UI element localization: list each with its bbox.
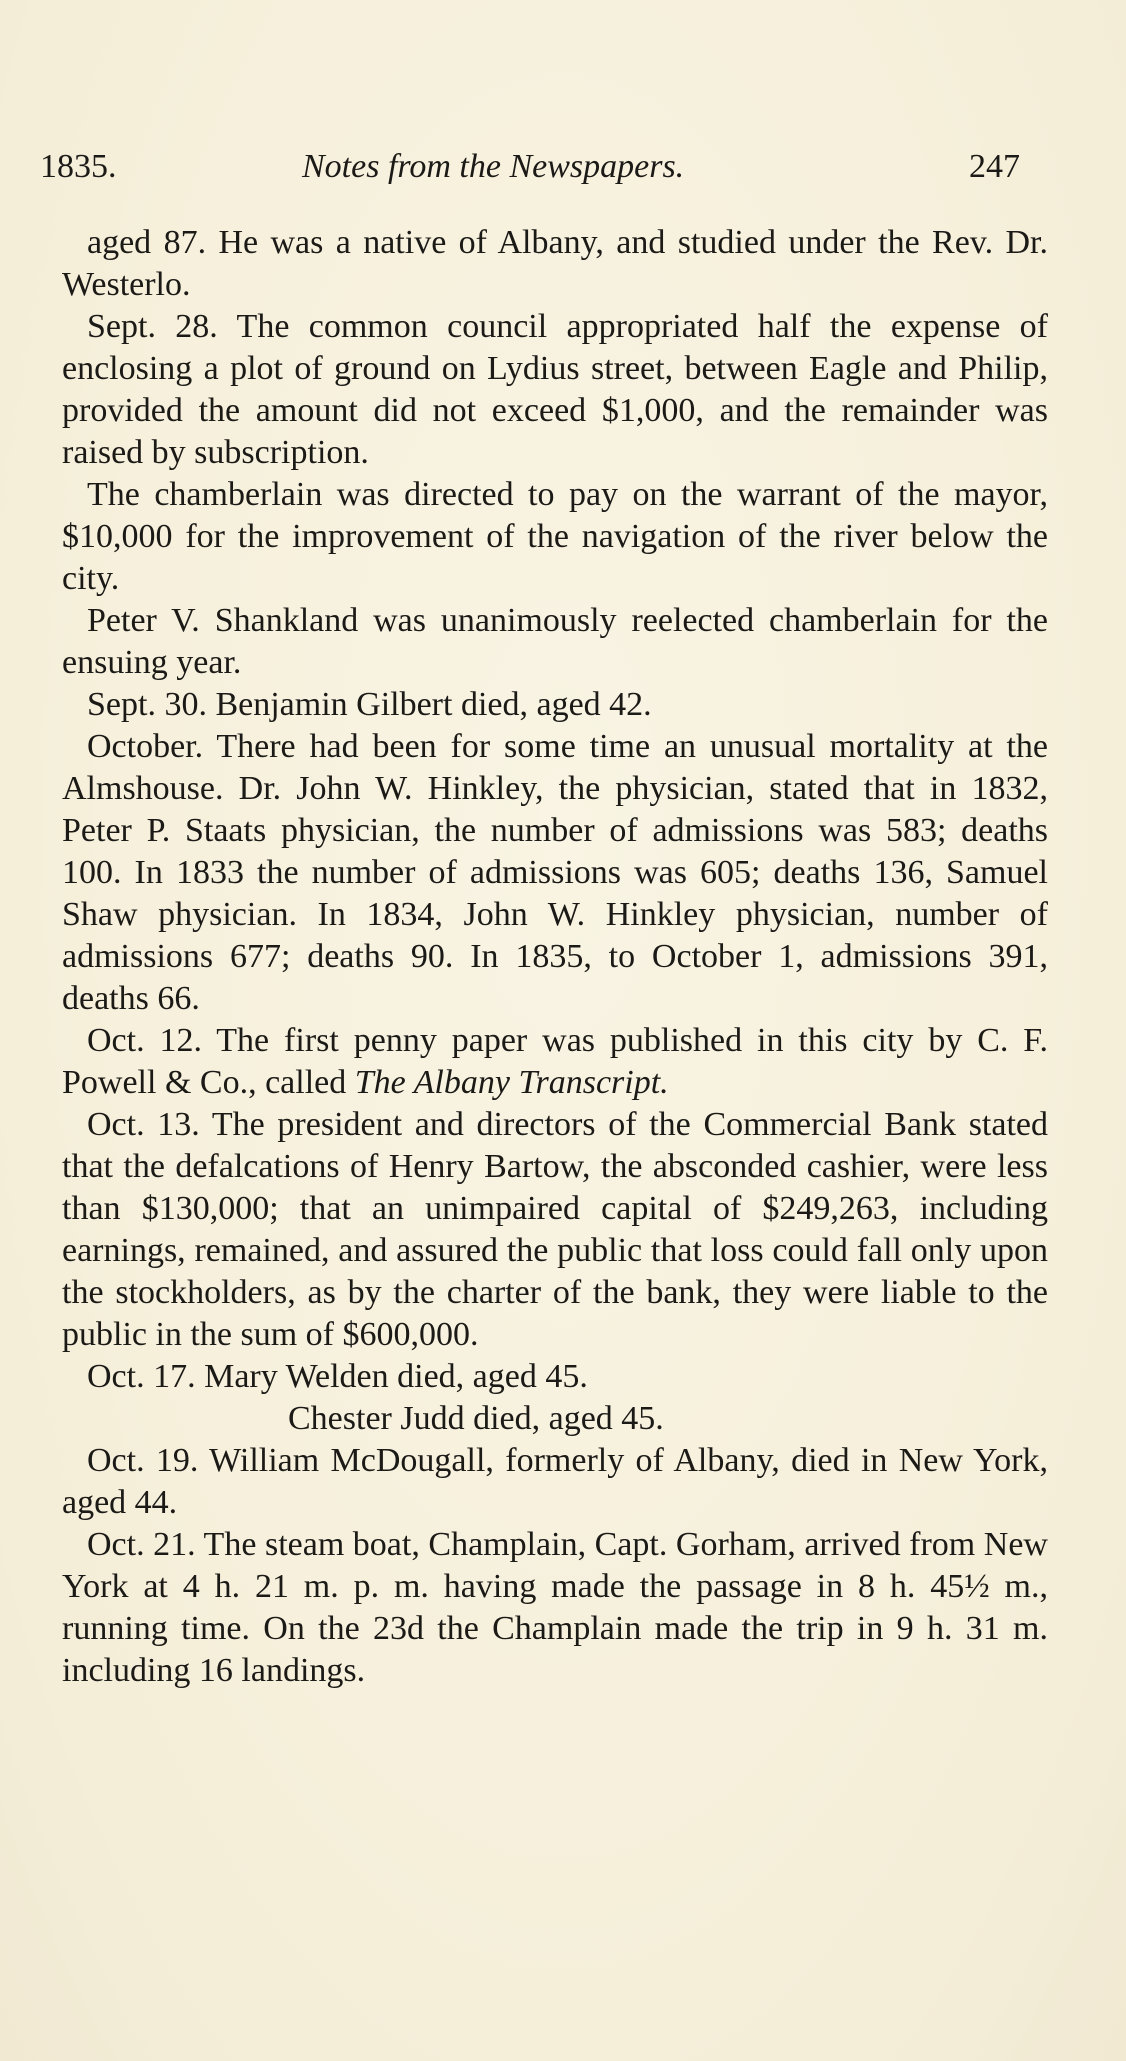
paragraph-sept-30: Sept. 30. Benjamin Gilbert died, aged 42. bbox=[87, 686, 652, 723]
paragraph-shankland: Peter V. Shankland was unanimously reelected chamberlain for the ensuing year. bbox=[62, 602, 1048, 681]
paragraph-october-almshouse: October. There had been for some time an unusual mortality at the Almshouse. Dr. John W. Hinkley, the physician, stated that in 1832, Peter P. Staats physician, the number of admissions was 583; deaths 100. In 1833 the number of admissions was 605; deaths 136, Samuel Shaw physician. In 1834, John W. Hinkley physician, number of admissions 677; deaths 90. In 1835, to October 1, admissions 391, deaths 66. bbox=[62, 728, 1048, 1017]
paragraph-oct-19: Oct. 19. William McDougall, formerly of Albany, died in New York, aged 44. bbox=[62, 1442, 1048, 1521]
header-year: 1835. bbox=[40, 148, 117, 185]
newspaper-title: The Albany Transcript. bbox=[354, 1064, 669, 1101]
paragraph-continuation: aged 87. He was a native of Albany, and studied under the Rev. Dr. Westerlo. bbox=[62, 224, 1048, 303]
running-header bbox=[40, 148, 1020, 198]
paragraph-oct-13: Oct. 13. The president and directors of the Commercial Bank stated that the defalcations of Henry Bartow, the absconded cashier, were less than $130,000; that an unimpaired capital of $249,263, including earnings, remained, and assured the public that loss could fall only upon the stockholders, as by the charter of the bank, they were liable to the public in the sum of $600,000. bbox=[62, 1106, 1048, 1353]
paragraph-chester-judd: Chester Judd died, aged 45. bbox=[288, 1400, 664, 1437]
paragraph-sept-28: Sept. 28. The common council appropriated half the expense of enclosing a plot of ground on Lydius street, between Eagle and Philip, provided the amount did not exceed $1,000, and the remainder was raised by subscription. bbox=[62, 308, 1048, 471]
paragraph-oct-12 bbox=[62, 1020, 1048, 1104]
paragraph-chamberlain-warrant: The chamberlain was directed to pay on the warrant of the mayor, $10,000 for the improvement of the navigation of the river below the city. bbox=[62, 476, 1048, 597]
oct-12-text: Oct. 12. The first penny paper was published in this city by C. F. Powell & Co., called bbox=[62, 1022, 1048, 1101]
page-number: 247 bbox=[969, 148, 1020, 185]
paragraph-oct-21: Oct. 21. The steam boat, Champlain, Capt. Gorham, arrived from New York at 4 h. 21 m. p. m. having made the passage in 8 h. 45½ m., running time. On the 23d the Champlain made the trip in 9 h. 31 m. including 16 landings. bbox=[62, 1526, 1048, 1689]
header-title: Notes from the Newspapers. bbox=[302, 148, 685, 185]
body-text bbox=[62, 222, 1048, 1692]
paragraph-oct-17: Oct. 17. Mary Welden died, aged 45. bbox=[87, 1358, 588, 1395]
